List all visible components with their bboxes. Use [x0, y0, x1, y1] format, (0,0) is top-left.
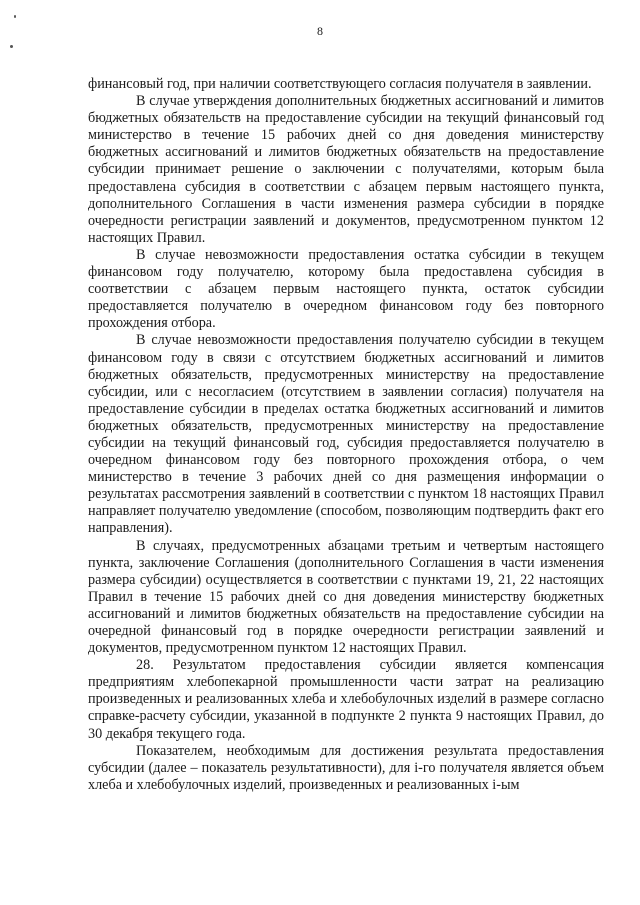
- paragraph-remaining-subsidy: В случае невозможности предоставления остатка субсидии в текущем финансовом году получателю, которому была предоставлена субсидия в соответствии с абзацем первым настоящего пункта, остаток субсидии предоставляется получателю в очередном финансовом году без повторного прохождения отбора.: [88, 246, 604, 332]
- paragraph-continuation: финансовый год, при наличии соответствующего согласия получателя в заявлении.: [88, 76, 592, 92]
- paragraph-impossibility-of-provision: В случае невозможности предоставления получателю субсидии в текущем финансовом году в связи с отсутствием бюджетных ассигнований и лимитов бюджетных обязательств, предусмотренных министерству на предоставление субсидии, или с несогласием (отсутствием в заявлении согласия) получателя на предоставление субсидии в пределах остатка бюджетных ассигнований и лимитов бюджетных обязательств, предусмотренных министерству на предоставление субсидии на текущий финансовый год, субсидия предоставляется получателю в очередном финансовом году без повторного прохождения отбора, о чем министерство в течение 3 рабочих дней со дня размещения информации о результатах рассмотрения заявлений в соответствии с пунктом 18 настоящих Правил направляет получателю уведомление (способом, позволяющим подтвердить факт его направления).: [88, 332, 604, 537]
- paragraph-agreement-conclusion: В случаях, предусмотренных абзацами третьим и четвертым настоящего пункта, заключение Соглашения (дополнительного Соглашения в части изменения размера субсидии) осуществляется в соответствии с пунктами 19, 21, 22 настоящих Правил в течение 15 рабочих дней со дня доведения министерству бюджетных ассигнований и лимитов бюджетных обязательств на предоставление субсидии на очередной финансовый год в порядке очередности регистрации заявлений и документов, предусмотренном пунктом 12 настоящих Правил.: [88, 537, 604, 657]
- document-body: [88, 76, 604, 794]
- paragraph-performance-indicator: Показателем, необходимым для достижения результата предоставления субсидии (далее – показатель результативности), для i-го получателя является объем хлеба и хлебобулочных изделий, произведенных и реализованных i-ым: [88, 742, 604, 793]
- paragraph-item-28-result: 28. Результатом предоставления субсидии является компенсация предприятиям хлебопекарной промышленности части затрат на реализацию произведенных и реализованных хлеба и хлебобулочных изделий в размере согласно справке-расчету субсидии, указанной в подпункте 2 пункта 9 настоящих Правил, до 30 декабря текущего года.: [88, 657, 604, 742]
- scan-speck: [14, 15, 16, 18]
- scan-speck: [10, 45, 13, 48]
- paragraph-additional-allocations: В случае утверждения дополнительных бюджетных ассигнований и лимитов бюджетных обязательств на предоставление субсидии на текущий финансовый год министерство в течение 15 рабочих дней со дня доведения министерству бюджетных ассигнований и лимитов бюджетных обязательств на предоставление субсидии принимает решение о заключении с получателями, которым была предоставлена субсидия в соответствии с абзацем первым настоящего пункта, дополнительного Соглашения в части изменения размера субсидии в порядке очередности регистрации заявлений и документов, предусмотренном пунктом 12 настоящих Правил.: [88, 93, 604, 246]
- page-number: 8: [317, 24, 323, 38]
